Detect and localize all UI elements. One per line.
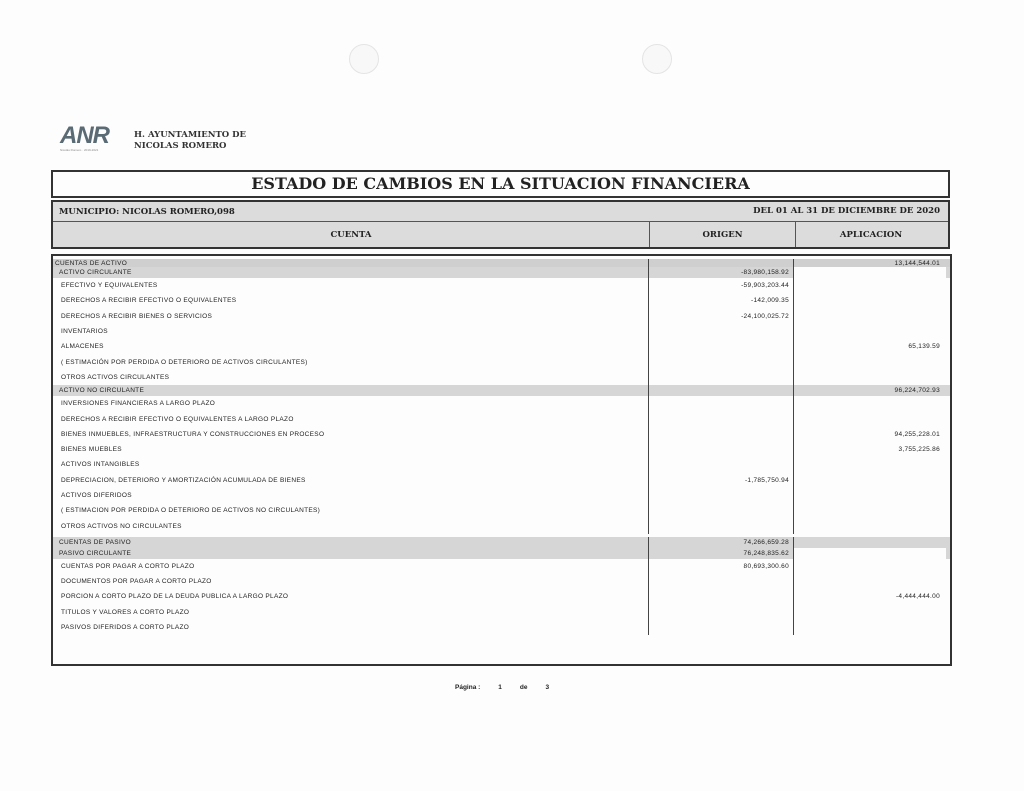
- row-origen: 76,248,835.62: [649, 548, 794, 559]
- row-origen: -1,785,750.94: [649, 473, 794, 488]
- row-label: ( ESTIMACION POR PERDIDA O DETERIORO DE ACTIVOS NO CIRCULANTES): [53, 503, 649, 518]
- row-aplicacion: [794, 411, 946, 426]
- table-header: [51, 200, 950, 249]
- row-aplicacion: [794, 488, 946, 503]
- row-aplicacion: [794, 473, 946, 488]
- page-footer: [455, 684, 549, 691]
- table-row: [53, 385, 950, 396]
- table-row: [53, 411, 950, 426]
- table-row: [53, 620, 950, 635]
- page-of-label: de: [519, 684, 528, 691]
- logo: [60, 122, 122, 157]
- row-aplicacion: -4,444,444.00: [895, 593, 940, 601]
- row-origen: [649, 339, 794, 354]
- row-origen: [649, 574, 794, 589]
- row-label: DERECHOS A RECIBIR EFECTIVO O EQUIVALENTES A LARGO PLAZO: [53, 411, 649, 426]
- table-row: [53, 488, 950, 503]
- row-aplicacion: [794, 518, 946, 533]
- row-aplicacion: [794, 370, 946, 385]
- table-row: [53, 548, 950, 559]
- row-aplicacion: [794, 605, 946, 620]
- row-aplicacion: 96,224,702.93: [794, 385, 946, 396]
- table-row: [53, 259, 950, 267]
- row-origen: [649, 259, 794, 267]
- row-aplicacion: [794, 503, 946, 518]
- row-label: OTROS ACTIVOS NO CIRCULANTES: [53, 518, 649, 533]
- row-label: ACTIVO NO CIRCULANTE: [53, 385, 649, 396]
- punch-hole-right: [642, 44, 672, 74]
- row-origen: -24,100,025.72: [649, 309, 794, 324]
- row-aplicacion: [794, 267, 946, 278]
- row-origen: [649, 518, 794, 533]
- row-origen: [649, 370, 794, 385]
- table-row: [53, 442, 950, 457]
- row-label: INVERSIONES FINANCIERAS A LARGO PLAZO: [53, 396, 649, 411]
- row-label: ACTIVO CIRCULANTE: [53, 267, 649, 278]
- row-aplicacion: [794, 324, 946, 339]
- row-label: EFECTIVO Y EQUIVALENTES: [53, 278, 649, 293]
- row-origen: [649, 427, 794, 442]
- page-total: 3: [545, 684, 550, 691]
- row-aplicacion: 94,255,228.01: [894, 430, 940, 438]
- row-aplicacion: [794, 537, 946, 548]
- table-row: [53, 457, 950, 472]
- table-row: [53, 278, 950, 293]
- entity-name: [134, 130, 246, 152]
- row-aplicacion: [794, 548, 946, 559]
- row-label: DEPRECIACION, DETERIORO Y AMORTIZACIÓN ACUMULADA DE BIENES: [53, 473, 649, 488]
- row-label: ACTIVOS INTANGIBLES: [53, 457, 649, 472]
- row-label: DERECHOS A RECIBIR EFECTIVO O EQUIVALENTES: [53, 293, 649, 308]
- row-aplicacion: [794, 396, 946, 411]
- row-label: CUENTAS DE ACTIVO: [53, 259, 649, 267]
- row-origen: [649, 324, 794, 339]
- row-origen: [649, 488, 794, 503]
- row-label: CUENTAS POR PAGAR A CORTO PLAZO: [53, 559, 649, 574]
- table-row: [53, 537, 950, 548]
- row-aplicacion: [794, 309, 946, 324]
- row-label: TITULOS Y VALORES A CORTO PLAZO: [53, 605, 649, 620]
- row-label: CUENTAS DE PASIVO: [53, 537, 649, 548]
- row-aplicacion: 13,144,544.01: [894, 259, 940, 267]
- column-header-origen: ORIGEN: [650, 222, 796, 247]
- financial-table: [51, 254, 952, 666]
- logo-subtext: Nicolás Romero · 2019-2021: [60, 148, 99, 152]
- row-label: PORCION A CORTO PLAZO DE LA DEUDA PUBLICA A LARGO PLAZO: [53, 589, 649, 604]
- row-aplicacion: [794, 354, 946, 369]
- table-row: [53, 605, 950, 620]
- row-origen: [649, 411, 794, 426]
- table-row: [53, 518, 950, 533]
- row-aplicacion: 65,139.59: [908, 343, 940, 351]
- row-label: ACTIVOS DIFERIDOS: [53, 488, 649, 503]
- row-aplicacion: [794, 574, 946, 589]
- header-info-row: [53, 202, 948, 222]
- row-origen: [649, 457, 794, 472]
- row-origen: [649, 396, 794, 411]
- report-title: ESTADO DE CAMBIOS EN LA SITUACION FINANCIERA: [51, 170, 950, 198]
- row-label: ( ESTIMACIÓN POR PERDIDA O DETERIORO DE ACTIVOS CIRCULANTES): [53, 354, 649, 369]
- row-origen: [649, 589, 794, 604]
- table-row: [53, 503, 950, 518]
- row-origen: [649, 385, 794, 396]
- row-label: BIENES MUEBLES: [53, 442, 649, 457]
- entity-line-2: NICOLAS ROMERO: [134, 141, 227, 151]
- row-origen: 74,266,659.28: [649, 537, 794, 548]
- row-origen: 80,693,300.60: [649, 559, 794, 574]
- row-origen: [649, 442, 794, 457]
- punch-hole-left: [349, 44, 379, 74]
- table-row: [53, 589, 950, 604]
- row-aplicacion: [794, 293, 946, 308]
- row-origen: -83,980,158.92: [649, 267, 794, 278]
- row-aplicacion: [794, 559, 946, 574]
- table-row: [53, 427, 950, 442]
- table-row: [53, 309, 950, 324]
- row-aplicacion: [794, 278, 946, 293]
- table-row: [53, 396, 950, 411]
- row-label: DERECHOS A RECIBIR BIENES O SERVICIOS: [53, 309, 649, 324]
- column-header-cuenta: CUENTA: [53, 222, 650, 247]
- row-label: DOCUMENTOS POR PAGAR A CORTO PLAZO: [53, 574, 649, 589]
- row-label: PASIVOS DIFERIDOS A CORTO PLAZO: [53, 620, 649, 635]
- table-row: [53, 324, 950, 339]
- row-origen: [649, 503, 794, 518]
- row-origen: [649, 620, 794, 635]
- column-headers: [53, 222, 948, 247]
- entity-line-1: H. AYUNTAMIENTO DE: [134, 130, 246, 140]
- municipio-label: MUNICIPIO: NICOLAS ROMERO,098: [59, 207, 235, 217]
- row-origen: -59,903,203.44: [649, 278, 794, 293]
- page-number: 1: [498, 684, 502, 691]
- table-row: [53, 559, 950, 574]
- row-origen: [649, 605, 794, 620]
- table-row: [53, 370, 950, 385]
- table-row: [53, 354, 950, 369]
- header-logo-block: [60, 122, 246, 157]
- period-label: DEL 01 AL 31 DE DICIEMBRE DE 2020: [753, 206, 940, 216]
- table-row: [53, 339, 950, 354]
- row-label: INVENTARIOS: [53, 324, 649, 339]
- row-label: ALMACENES: [53, 339, 649, 354]
- table-row: [53, 473, 950, 488]
- row-aplicacion: [794, 620, 946, 635]
- row-aplicacion: [794, 457, 946, 472]
- row-aplicacion: 3,755,225.86: [898, 446, 940, 454]
- table-row: [53, 574, 950, 589]
- row-origen: -142,009.35: [649, 293, 794, 308]
- row-label: PASIVO CIRCULANTE: [53, 548, 649, 559]
- table-row: [53, 267, 950, 278]
- column-header-aplicacion: APLICACION: [839, 229, 903, 240]
- row-label: BIENES INMUEBLES, INFRAESTRUCTURA Y CONSTRUCCIONES EN PROCESO: [53, 427, 649, 442]
- logo-text: ANR: [60, 122, 109, 149]
- row-origen: [649, 354, 794, 369]
- page-label: Página :: [455, 684, 481, 691]
- row-label: OTROS ACTIVOS CIRCULANTES: [53, 370, 649, 385]
- table-row: [53, 293, 950, 308]
